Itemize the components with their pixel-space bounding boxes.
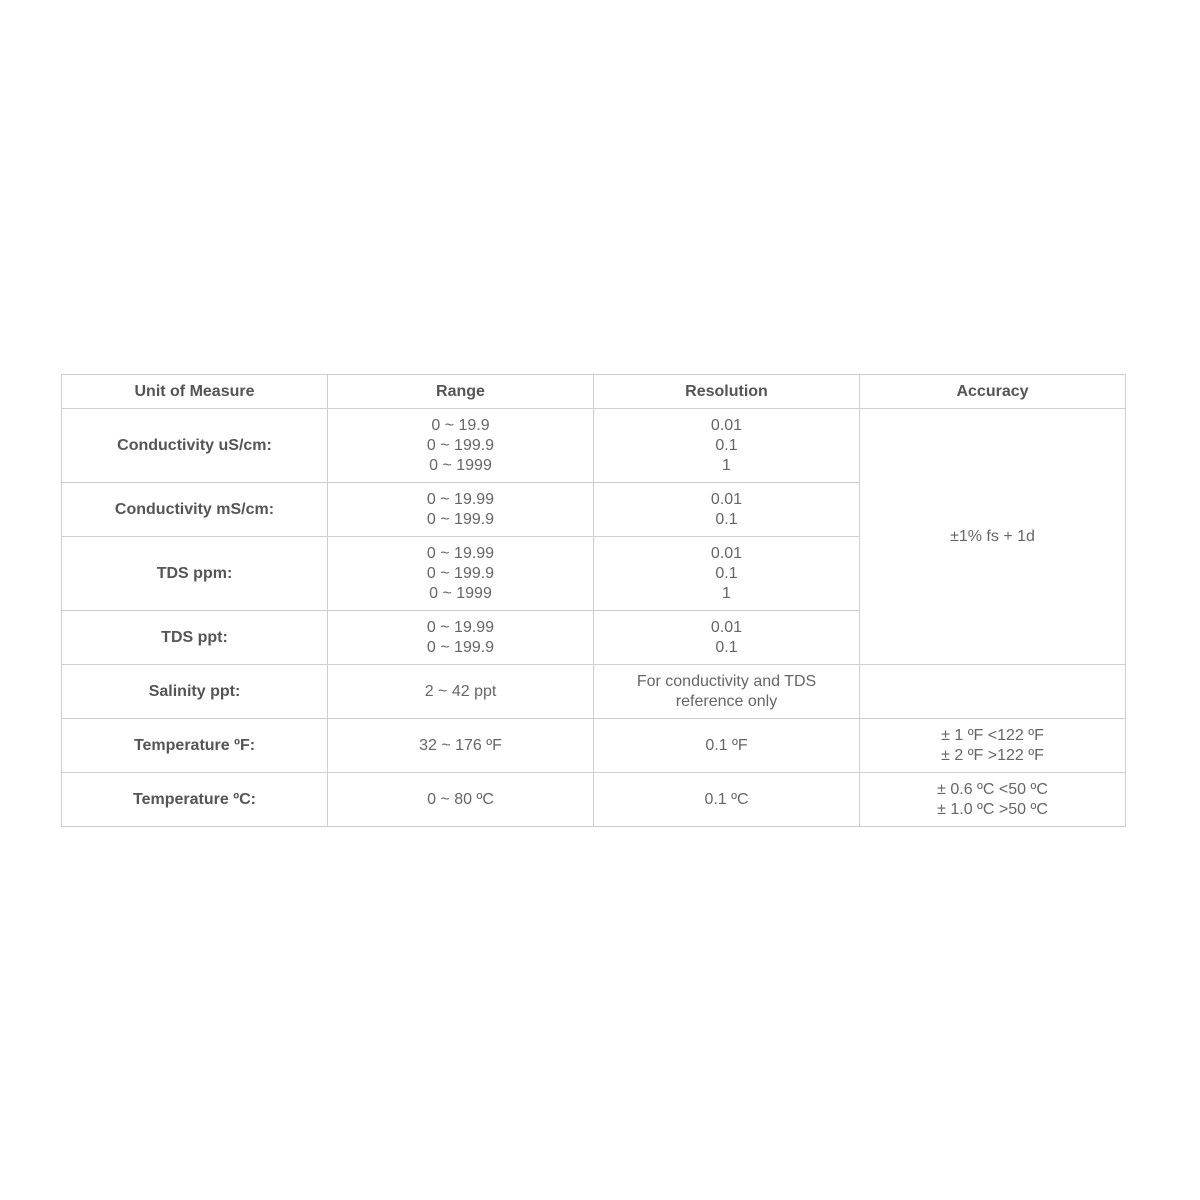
resolution-value: 0.1 ºC xyxy=(704,790,749,808)
resolution-value: 0.01 xyxy=(710,618,743,636)
resolution-value: 1 xyxy=(722,584,731,602)
resolution-value: reference only xyxy=(675,692,778,710)
resolution-value: 0.1 xyxy=(715,510,738,528)
range-cell xyxy=(328,409,594,483)
range-value: 0 ~ 1999 xyxy=(429,584,492,602)
resolution-cell xyxy=(594,409,860,483)
resolution-value: 0.1 ºF xyxy=(705,736,748,754)
header-range: Range xyxy=(328,375,594,409)
range-cell xyxy=(328,611,594,665)
unit-cell: Temperature ºC: xyxy=(62,773,328,827)
unit-cell: Temperature ºF: xyxy=(62,719,328,773)
header-unit-of-measure: Unit of Measure xyxy=(62,375,328,409)
unit-cell: Conductivity mS/cm: xyxy=(62,483,328,537)
range-cell xyxy=(328,665,594,719)
range-value: 0 ~ 199.9 xyxy=(426,638,495,656)
table-row xyxy=(62,409,1126,483)
range-value: 0 ~ 199.9 xyxy=(426,510,495,528)
resolution-cell xyxy=(594,665,860,719)
accuracy-value: ± 1.0 ºC >50 ºC xyxy=(937,800,1048,818)
resolution-value: 0.01 xyxy=(710,416,743,434)
resolution-value: 0.01 xyxy=(710,544,743,562)
header-accuracy: Accuracy xyxy=(860,375,1126,409)
range-value: 2 ~ 42 ppt xyxy=(424,682,497,700)
table-header-row xyxy=(62,375,1126,409)
range-value: 0 ~ 19.99 xyxy=(426,490,495,508)
range-value: 0 ~ 80 ºC xyxy=(427,790,494,808)
range-cell xyxy=(328,773,594,827)
range-value: 0 ~ 19.99 xyxy=(426,544,495,562)
accuracy-cell xyxy=(860,665,1126,719)
range-value: 32 ~ 176 ºF xyxy=(419,736,502,754)
accuracy-value: ± 0.6 ºC <50 ºC xyxy=(937,780,1048,798)
resolution-value: 1 xyxy=(722,456,731,474)
accuracy-cell xyxy=(860,719,1126,773)
table-row xyxy=(62,773,1126,827)
range-value: 0 ~ 199.9 xyxy=(426,564,495,582)
accuracy-cell xyxy=(860,773,1126,827)
spec-table xyxy=(61,374,1126,827)
header-resolution: Resolution xyxy=(594,375,860,409)
shared-accuracy-cell: ±1% fs + 1d xyxy=(860,409,1126,665)
resolution-cell xyxy=(594,611,860,665)
table-row xyxy=(62,665,1126,719)
resolution-value: 0.1 xyxy=(715,436,738,454)
resolution-value: 0.01 xyxy=(710,490,743,508)
range-value: 0 ~ 19.99 xyxy=(426,618,495,636)
range-value: 0 ~ 19.9 xyxy=(431,416,490,434)
range-cell xyxy=(328,719,594,773)
table-row xyxy=(62,719,1126,773)
resolution-cell xyxy=(594,773,860,827)
unit-cell: TDS ppm: xyxy=(62,537,328,611)
range-value: 0 ~ 1999 xyxy=(429,456,492,474)
accuracy-value: ± 2 ºF >122 ºF xyxy=(941,746,1044,764)
range-cell xyxy=(328,483,594,537)
unit-cell: TDS ppt: xyxy=(62,611,328,665)
range-value: 0 ~ 199.9 xyxy=(426,436,495,454)
resolution-value: 0.1 xyxy=(715,638,738,656)
resolution-cell xyxy=(594,537,860,611)
resolution-cell xyxy=(594,719,860,773)
resolution-value: 0.1 xyxy=(715,564,738,582)
unit-cell: Salinity ppt: xyxy=(62,665,328,719)
range-cell xyxy=(328,537,594,611)
resolution-cell xyxy=(594,483,860,537)
unit-cell: Conductivity uS/cm: xyxy=(62,409,328,483)
accuracy-value: ± 1 ºF <122 ºF xyxy=(941,726,1044,744)
resolution-value: For conductivity and TDS xyxy=(636,672,817,690)
